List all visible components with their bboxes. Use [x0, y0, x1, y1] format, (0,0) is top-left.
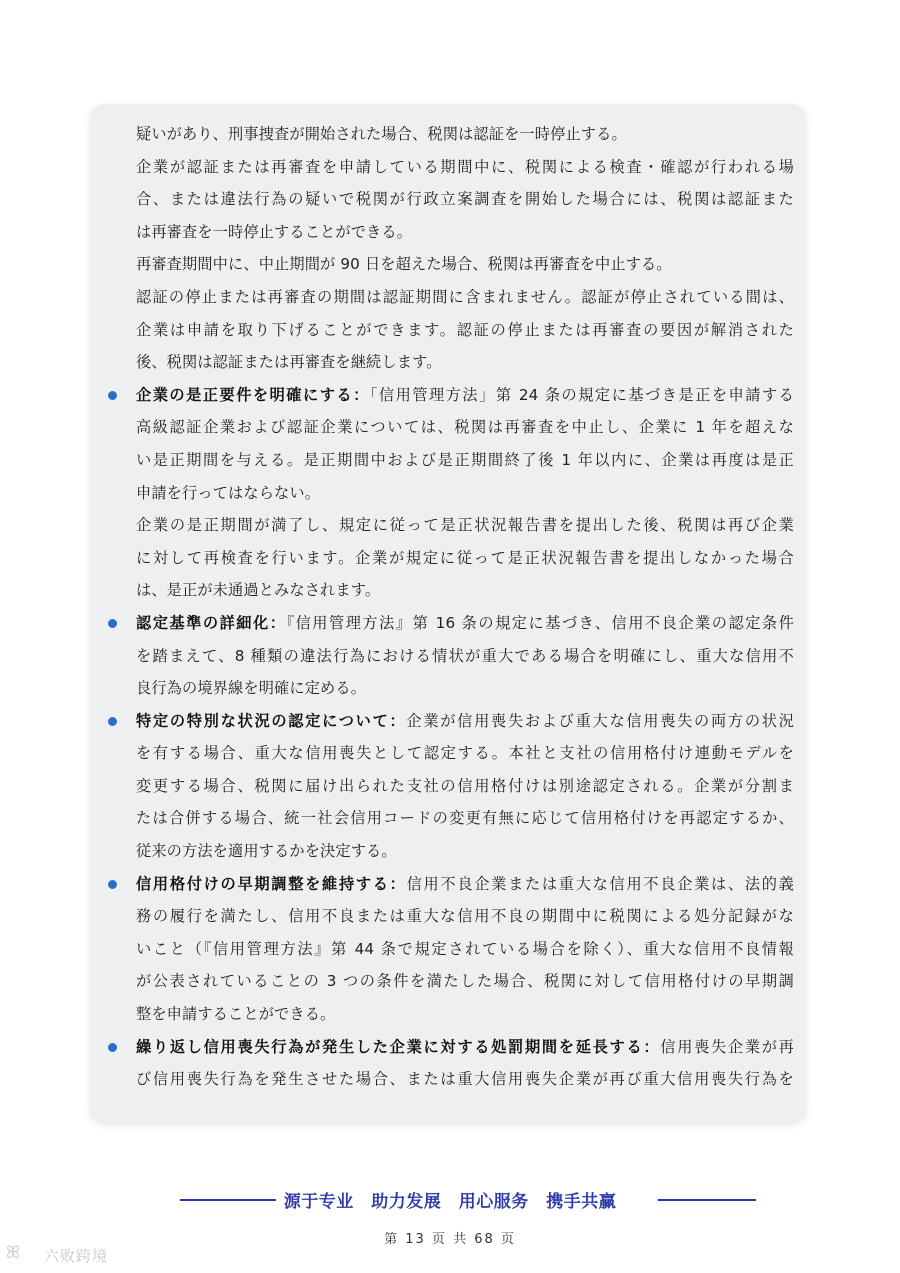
text-line: 後、税関は認証または再審査を継続します。: [136, 353, 442, 372]
footer-rule-right: [658, 1199, 756, 1201]
brand-logo: [6, 1243, 136, 1267]
logo-text: 六败跨境: [44, 1247, 109, 1265]
text-line: 合、または違法行為の疑いで税関が行政立案調査を開始した場合には、税関は認証また: [136, 190, 794, 209]
footer-slogan: 源于专业 助力发展 用心服务 携手共赢: [283, 1192, 617, 1212]
bullet-dot-icon: [108, 619, 117, 628]
text-line: は再審査を一時停止することができる。: [136, 222, 413, 241]
text-line: 申請を行ってはならない。: [136, 483, 321, 502]
bullet-title: 繰り返し信用喪失行為が発生した企業に対する処罰期間を延長する：: [136, 1037, 661, 1056]
bullet-text: 信用喪失企業が再: [660, 1037, 795, 1056]
bullet-dot-icon: [108, 717, 117, 726]
text-line: 高級認証企業および認証企業については、税関は再審査を中止し、企業に 1 年を超えな: [136, 418, 794, 437]
text-line: 企業の是正期間が満了し、規定に従って是正状況報告書を提出した後、税関は再び企業: [136, 516, 794, 535]
bullet-item: [136, 1031, 794, 1064]
text-line: 従来の方法を適用するかを決定する。: [136, 842, 397, 861]
bullet-item: [136, 705, 794, 738]
bullet-text: 企業が信用喪失および重大な信用喪失の両方の状況: [406, 711, 794, 730]
bullet-title: 特定の特別な状況の認定について：: [136, 711, 407, 730]
text-line: たは合併する場合、統一社会信用コードの変更有無に応じて信用格付けを再認定するか、: [136, 809, 794, 828]
bullet-text: 『信用管理方法』第 16 条の規定に基づき、信用不良企業の認定条件: [286, 613, 794, 632]
text-line: 整を申請することができる。: [136, 1005, 336, 1024]
text-line: 企業が認証または再審査を申請している期間中に、税関による検査・確認が行われる場: [136, 157, 794, 176]
text-line: を踏まえて、8 種類の違法行為における情状が重大である場合を明確にし、重大な信用不: [136, 646, 794, 665]
page-number: 第 13 页 共 68 页: [384, 1232, 516, 1247]
text-line: 務の履行を満たし、信用不良または重大な信用不良の期間中に税関による処分記録がな: [136, 907, 794, 926]
text-line: 良行為の境界線を明確に定める。: [136, 679, 367, 698]
text-line: い是正期間を与える。是正期間中および是正期間終了後 1 年以内に、企業は再度は是正: [136, 450, 794, 469]
bullet-dot-icon: [108, 391, 117, 400]
document-body: [136, 118, 794, 1096]
text-line: いこと（『信用管理方法』第 44 条で規定されている場合を除く）、重大な信用不良情報: [136, 939, 794, 958]
bullet-text: 「信用管理方法」第 24 条の規定に基づき是正を申請する: [369, 385, 794, 404]
text-line: が公表されていることの 3 つの条件を満たした場合、税関に対して信用格付けの早期調: [136, 972, 794, 991]
text-line: び信用喪失行為を発生させた場合、または重大信用喪失企業が再び重大信用喪失行為を: [136, 1070, 794, 1089]
text-line: に対して再検査を行います。企業が規定に従って是正状況報告書を提出しなかった場合: [136, 548, 794, 567]
bullet-title: 信用格付けの早期調整を維持する：: [136, 874, 407, 893]
bullet-dot-icon: [108, 1043, 117, 1052]
content-card: [90, 104, 806, 1122]
bullet-item: [136, 379, 794, 412]
bullet-text: 信用不良企業または重大な信用不良企業は、法的義: [406, 874, 794, 893]
bullet-title: 認定基準の詳細化：: [136, 613, 287, 632]
bullet-dot-icon: [108, 880, 117, 889]
bullet-title: 企業の是正要件を明確にする：: [136, 385, 370, 404]
bullet-item: [136, 607, 794, 640]
footer: [0, 1184, 900, 1214]
text-line: 再審査期間中に、中止期間が 90 日を超えた場合、税関は再審査を中止する。: [136, 255, 672, 274]
text-line: を有する場合、重大な信用喪失として認定する。本社と支社の信用格付け連動モデルを: [136, 744, 794, 763]
text-line: 疑いがあり、刑事捜査が開始された場合、税関は認証を一時停止する。: [136, 125, 627, 143]
text-line: 認証の停止または再審査の期間は認証期間に含まれません。認証が停止されている間は、: [136, 287, 794, 306]
text-line: は、是正が未通過とみなされます。: [136, 581, 381, 600]
logo-icon: ꕤ: [6, 1243, 21, 1263]
bullet-item: [136, 868, 794, 901]
text-line: 変更する場合、税関に届け出られた支社の信用格付けは別途認定される。企業が分割ま: [136, 776, 794, 795]
text-line: 企業は申請を取り下げることができます。認証の停止または再審査の要因が解消された: [136, 320, 794, 339]
